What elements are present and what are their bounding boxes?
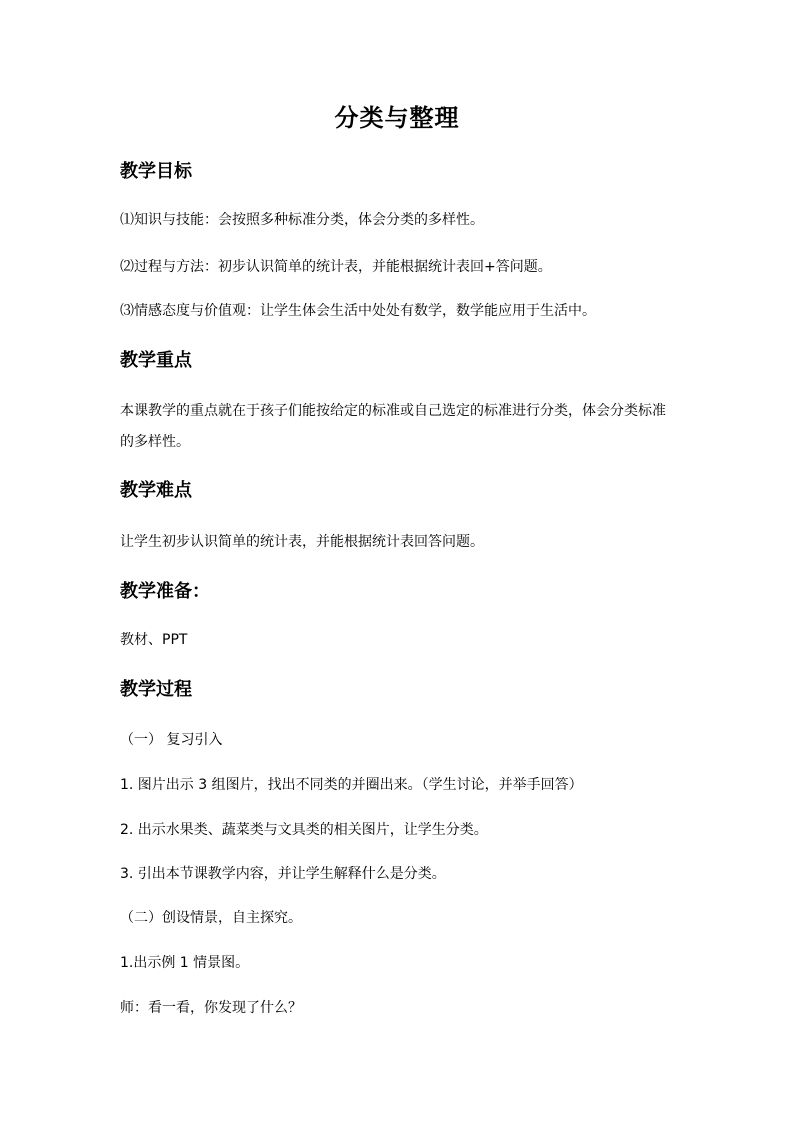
heading-objectives: 教学目标 (120, 161, 192, 182)
key-points-text: 本课教学的重点就在于孩子们能按给定的标准或自己选定的标准进行分类，体会分类标准的多样性。 (120, 403, 666, 450)
preparation-text: 教材、PPT (120, 632, 188, 648)
difficulties-text: 让学生初步认识简单的统计表，并能根据统计表回答问题。 (120, 534, 484, 550)
heading-difficulties: 教学难点 (120, 480, 192, 501)
process-part1-item-1: 1. 图片出示 3 组图片，找出不同类的并圈出来。（学生讨论，并举手回答） (120, 777, 583, 793)
heading-process: 教学过程 (120, 679, 192, 700)
objective-item-3: ⑶情感态度与价值观：让学生体会生活中处处有数学，数学能应用于生活中。 (120, 303, 596, 319)
heading-preparation: 教学准备： (120, 581, 210, 602)
process-part2-item-1: 1.出示例 1 情景图。 (120, 955, 250, 971)
heading-key-points: 教学重点 (120, 350, 192, 371)
objective-item-2: ⑵过程与方法：初步认识简单的统计表，并能根据统计表回+答问题。 (120, 259, 552, 275)
process-part2-title: （二）创设情景，自主探究。 (120, 910, 302, 926)
process-part1-title: （一） 复习引入 (120, 732, 223, 748)
objective-item-1: ⑴知识与技能：会按照多种标准分类，体会分类的多样性。 (120, 212, 484, 228)
process-part2-item-2: 师：看一看，你发现了什么？ (120, 1000, 302, 1016)
process-part1-item-2: 2. 出示水果类、蔬菜类与文具类的相关图片，让学生分类。 (120, 822, 488, 838)
document-title: 分类与整理 (334, 104, 460, 132)
process-part1-item-3: 3. 引出本节课教学内容，并让学生解释什么是分类。 (120, 866, 446, 882)
